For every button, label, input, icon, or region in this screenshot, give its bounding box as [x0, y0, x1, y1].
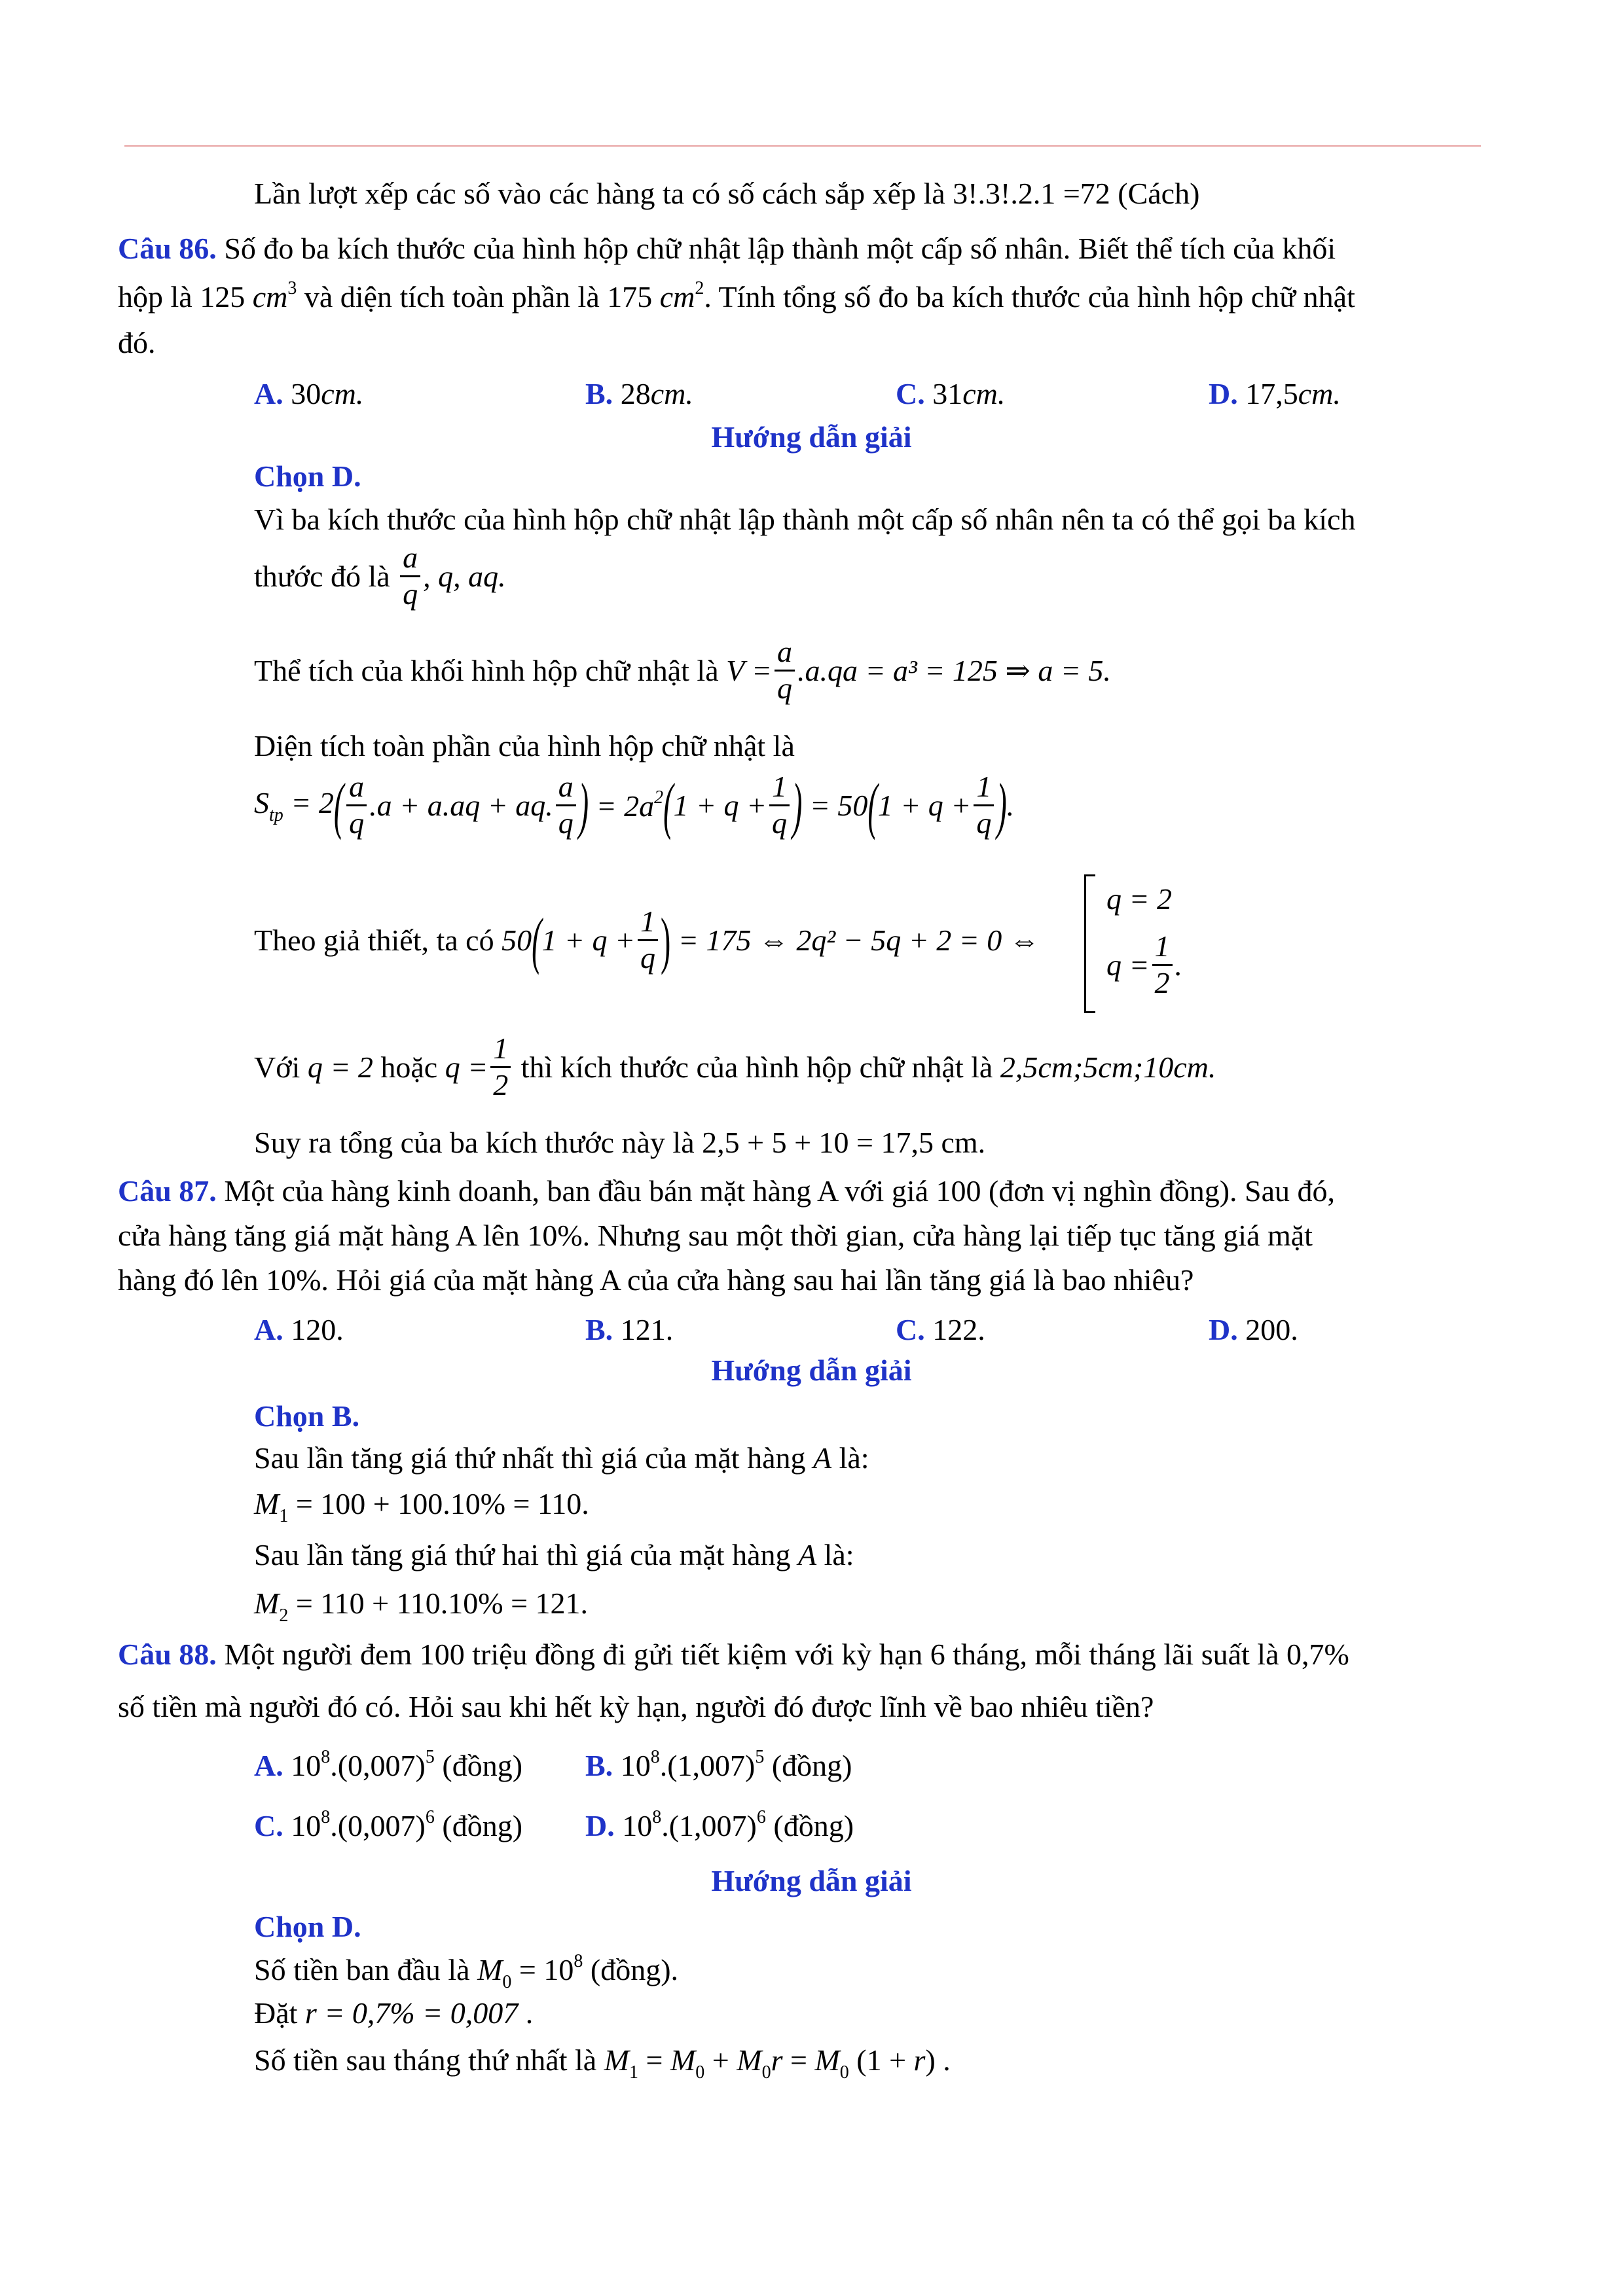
q87-option-b[interactable]: B. 121.	[585, 1313, 674, 1346]
q86-sol-line3: Thể tích của khối hình hộp chữ nhật là V = $\frac{a}{q}$ .a.qa = a³ = 125 ⇒ a = 5.	[254, 635, 1111, 705]
q86-guide-heading: Hướng dẫn giải	[711, 420, 912, 454]
q87-label: Câu 87.	[118, 1174, 217, 1208]
q88-sol-line3: Số tiền sau tháng thứ nhất là $M_1 = M_0 + M_0r = M_0$ (1 + r) .	[254, 2043, 951, 2083]
q86-stem-line2: hộp là 125 $cm^3$ và diện tích toàn phần là 175 $cm^2$. Tính tổng số đo ba kích thước của hình hộp chữ nhật	[118, 278, 1355, 314]
q86-sol-line1: Vì ba kích thước của hình hộp chữ nhật lập thành một cấp số nhân nên ta có thể gọi ba kích	[254, 503, 1356, 536]
q86-stem-line1: Câu 86. Số đo ba kích thước của hình hộp chữ nhật lập thành một cấp số nhân. Biết thể tích của khối	[118, 232, 1336, 265]
q87-sol-line1: Sau lần tăng giá thứ nhất thì giá của mặt hàng A là:	[254, 1441, 869, 1475]
q88-option-a[interactable]: A. $10^8.(0,007)^5$ (đồng)	[254, 1747, 523, 1782]
q86-option-d[interactable]: D. 17,5cm.	[1209, 377, 1341, 410]
q86-case-2: q = $\frac{1}{2}$ .	[1106, 929, 1183, 999]
q86-option-c[interactable]: C. 31cm.	[896, 377, 1006, 410]
cases-bracket	[1084, 874, 1095, 1013]
q87-stem-line2: cửa hàng tăng giá mặt hàng A lên 10%. Nhưng sau một thời gian, cửa hàng lại tiếp tục tăng giá mặt	[118, 1219, 1313, 1252]
q87-stem-line3: hàng đó lên 10%. Hỏi giá của mặt hàng A của cửa hàng sau hai lần tăng giá là bao nhiêu?	[118, 1263, 1194, 1297]
q86-choice: Chọn D.	[254, 459, 361, 493]
q87-guide-heading: Hướng dẫn giải	[711, 1354, 912, 1387]
q86-sol-equation: Theo giả thiết, ta có 50(1 + q + $\frac{1}{q}$ ) = 175 ⇔ 2q² − 5q + 2 = 0 ⇔	[254, 905, 1040, 975]
q87-option-a[interactable]: A. 120.	[254, 1313, 344, 1346]
q88-option-c[interactable]: C. $10^8.(0,007)^6$ (đồng)	[254, 1807, 523, 1842]
q87-sol-m1: $M_1 = 100 + 100.10\% = 110$.	[254, 1487, 589, 1526]
q87-option-c[interactable]: C. 122.	[896, 1313, 985, 1346]
q86-option-a[interactable]: A. 30cm.	[254, 377, 364, 410]
q86-label: Câu 86.	[118, 232, 217, 265]
q86-sol-line2: thước đó là $\frac{a}{q}$ , q, aq.	[254, 541, 506, 611]
q87-option-d[interactable]: D. 200.	[1209, 1313, 1298, 1346]
q87-choice: Chọn B.	[254, 1399, 360, 1433]
q86-surface-formula: $S_{tp} = 2$( $\frac{a}{q}$ .a + a.aq + aq. $\frac{a}{q}$ ) = $2a^2(1 + q$ + $\frac{1}{q}$ ) = 50(1 + q + $\frac{1}{q}$ ).	[254, 770, 1015, 840]
q87-sol-line2: Sau lần tăng giá thứ hai thì giá của mặt hàng A là:	[254, 1538, 854, 1571]
q86-sol-line4: Diện tích toàn phần của hình hộp chữ nhật là	[254, 729, 795, 762]
header-rule	[124, 145, 1481, 147]
q86-option-b[interactable]: B. 28cm.	[585, 377, 693, 410]
q88-label: Câu 88.	[118, 1638, 217, 1671]
q86-sol-sum: Suy ra tổng của ba kích thước này là 2,5 + 5 + 10 = 17,5 cm.	[254, 1126, 986, 1159]
q88-sol-line2: Đặt r = 0,7% = 0,007 .	[254, 1996, 534, 2030]
q88-guide-heading: Hướng dẫn giải	[711, 1864, 912, 1897]
q86-case-1: q = 2	[1106, 882, 1173, 916]
q86-stem-line3: đó.	[118, 326, 156, 359]
q88-sol-line1: Số tiền ban đầu là $M_0 = 10^8$ (đồng).	[254, 1951, 679, 1992]
q87-stem-line1: Câu 87. Một của hàng kinh doanh, ban đầu bán mặt hàng A với giá 100 (đơn vị nghìn đồng). Sau đó,	[118, 1174, 1336, 1208]
intro-line: Lần lượt xếp các số vào các hàng ta có số cách sắp xếp là 3!.3!.2.1 =72 (Cách)	[254, 177, 1200, 210]
q88-stem-line2: số tiền mà người đó có. Hỏi sau khi hết kỳ hạn, người đó được lĩnh về bao nhiêu tiền?	[118, 1690, 1154, 1723]
q88-stem-line1: Câu 88. Một người đem 100 triệu đồng đi gửi tiết kiệm với kỳ hạn 6 tháng, mỗi tháng lãi suất là 0,7%	[118, 1638, 1349, 1671]
q88-choice: Chọn D.	[254, 1910, 361, 1943]
q88-option-d[interactable]: D. $10^8.(1,007)^6$ (đồng)	[585, 1807, 854, 1842]
fraction-a-over-q: $\frac{a}{q}$	[400, 541, 420, 612]
fraction-a-over-q: $\frac{a}{q}$	[775, 635, 795, 706]
q86-sol-dimensions: Với q = 2 hoặc q = $\frac{1}{2}$ thì kích thước của hình hộp chữ nhật là 2,5cm;5cm;10cm.	[254, 1031, 1216, 1102]
q87-sol-m2: $M_2 = 110 + 110.10\% = 121$.	[254, 1587, 589, 1626]
q88-option-b[interactable]: B. $10^8.(1,007)^5$ (đồng)	[585, 1747, 852, 1782]
